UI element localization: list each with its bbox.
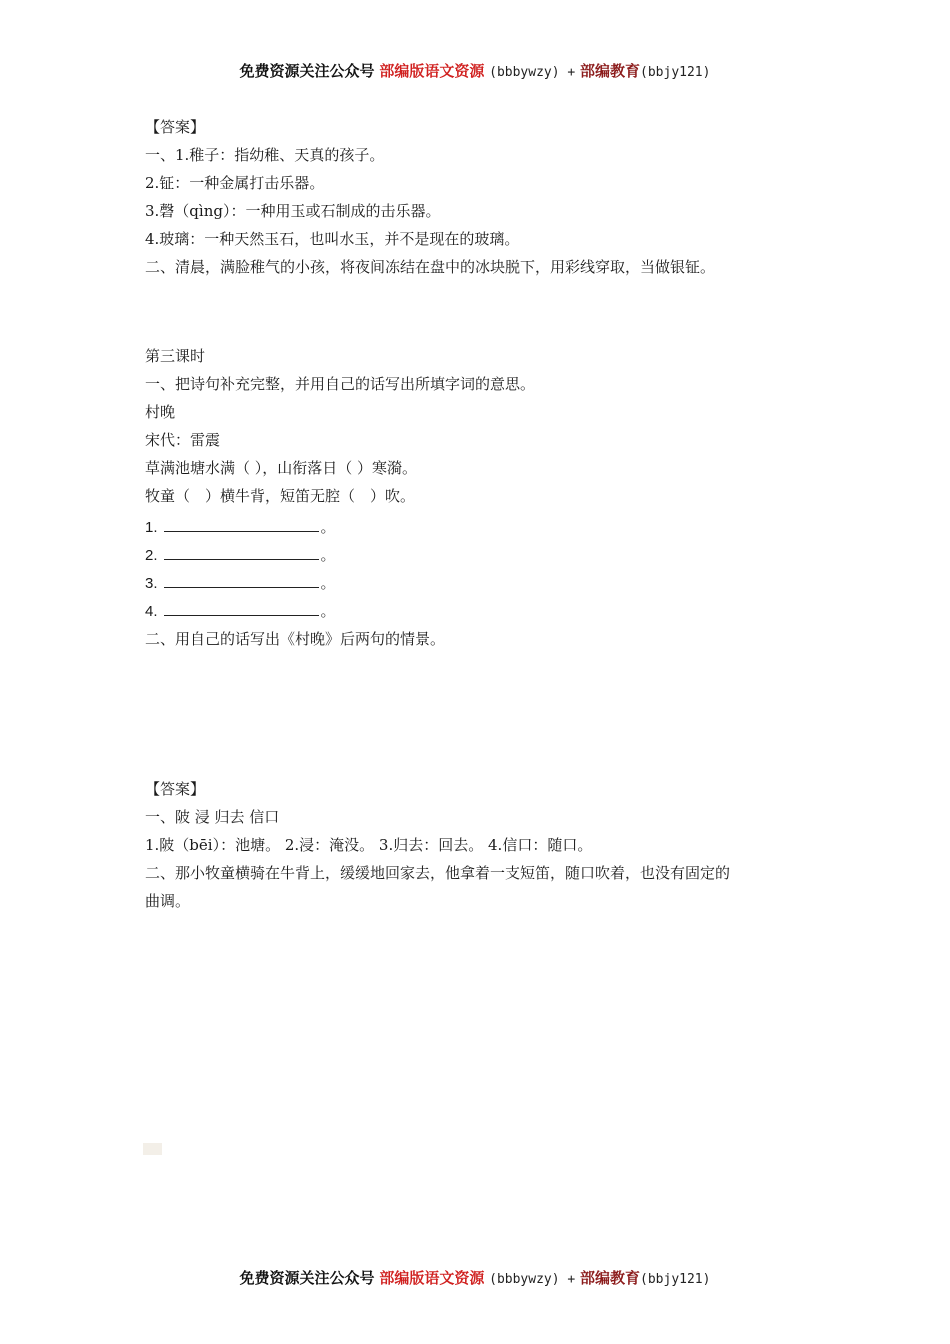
answer-blank-line[interactable]: [164, 601, 319, 616]
banner-account2-name: 部编教育: [580, 1269, 641, 1287]
banner-account2-name: 部编教育: [580, 62, 641, 80]
lesson-title: 第三课时: [145, 347, 206, 365]
answer-blank-row: [145, 601, 336, 622]
answer2-line-3: 二、那小牧童横骑在牛背上，缓缓地回家去，他拿着一支短笛，随口吹着，也没有固定的: [145, 864, 731, 882]
banner-prefix: 免费资源关注公众号: [239, 1269, 375, 1287]
answer2-heading: 【答案】: [145, 780, 206, 798]
answer-blank-row: [145, 517, 336, 538]
poem-verse-1: 草满池塘水满（ ），山衔落日（ ）寒漪。: [145, 459, 418, 477]
blank-number: 4.: [145, 603, 158, 620]
answer1-line-3: 3.磬（qìng）：一种用玉或石制成的击乐器。: [145, 202, 441, 220]
poem-author: 宋代：雷震: [145, 431, 221, 449]
answer1-line-1: 一、1.稚子：指幼稚、天真的孩子。: [145, 146, 385, 164]
faint-mark: [143, 1143, 162, 1155]
blank-number: 1.: [145, 519, 158, 536]
banner-account2-id: (bbjy121): [640, 65, 711, 80]
answer2-line-4: 曲调。: [145, 892, 191, 910]
blank-end-mark: 。: [320, 574, 336, 592]
banner-account2-id: (bbjy121): [640, 1272, 711, 1287]
answer-blank-row: [145, 545, 336, 566]
header-banner: [0, 60, 950, 81]
answer1-line-4: 4.玻璃：一种天然玉石，也叫水玉，并不是现在的玻璃。: [145, 230, 520, 248]
answer1-heading: 【答案】: [145, 118, 206, 136]
banner-account-name: 部编版语文资源: [379, 62, 485, 80]
answer-blank-line[interactable]: [164, 545, 319, 560]
answer1-line-2: 2.钲：一种金属打击乐器。: [145, 174, 325, 192]
banner-prefix: 免费资源关注公众号: [239, 62, 375, 80]
poem-title: 村晚: [145, 403, 176, 421]
blank-end-mark: 。: [320, 518, 336, 536]
blank-end-mark: 。: [320, 602, 336, 620]
banner-account-id: (bbbywzy) +: [489, 65, 576, 80]
question-1: 一、把诗句补充完整，并用自己的话写出所填字词的意思。: [145, 375, 536, 393]
banner-account-id: (bbbywzy) +: [489, 1272, 576, 1287]
poem-verse-2: 牧童（ ）横牛背，短笛无腔（ ）吹。: [145, 487, 416, 505]
blank-number: 3.: [145, 575, 158, 592]
answer-blank-line[interactable]: [164, 517, 319, 532]
answer2-line-2: 1.陂（bēi）：池塘。 2.浸：淹没。 3.归去：回去。 4.信口：随口。: [145, 836, 593, 854]
banner-account-name: 部编版语文资源: [379, 1269, 485, 1287]
blank-number: 2.: [145, 547, 158, 564]
footer-banner: [0, 1267, 950, 1288]
answer-blank-row: [145, 573, 336, 594]
answer-blank-line[interactable]: [164, 573, 319, 588]
answer2-line-1: 一、陂 浸 归去 信口: [145, 808, 280, 826]
question-2: 二、用自己的话写出《村晚》后两句的情景。: [145, 630, 446, 648]
blank-end-mark: 。: [320, 546, 336, 564]
answer1-line-5: 二、清晨，满脸稚气的小孩，将夜间冻结在盘中的冰块脱下，用彩线穿取，当做银钲。: [145, 258, 716, 276]
